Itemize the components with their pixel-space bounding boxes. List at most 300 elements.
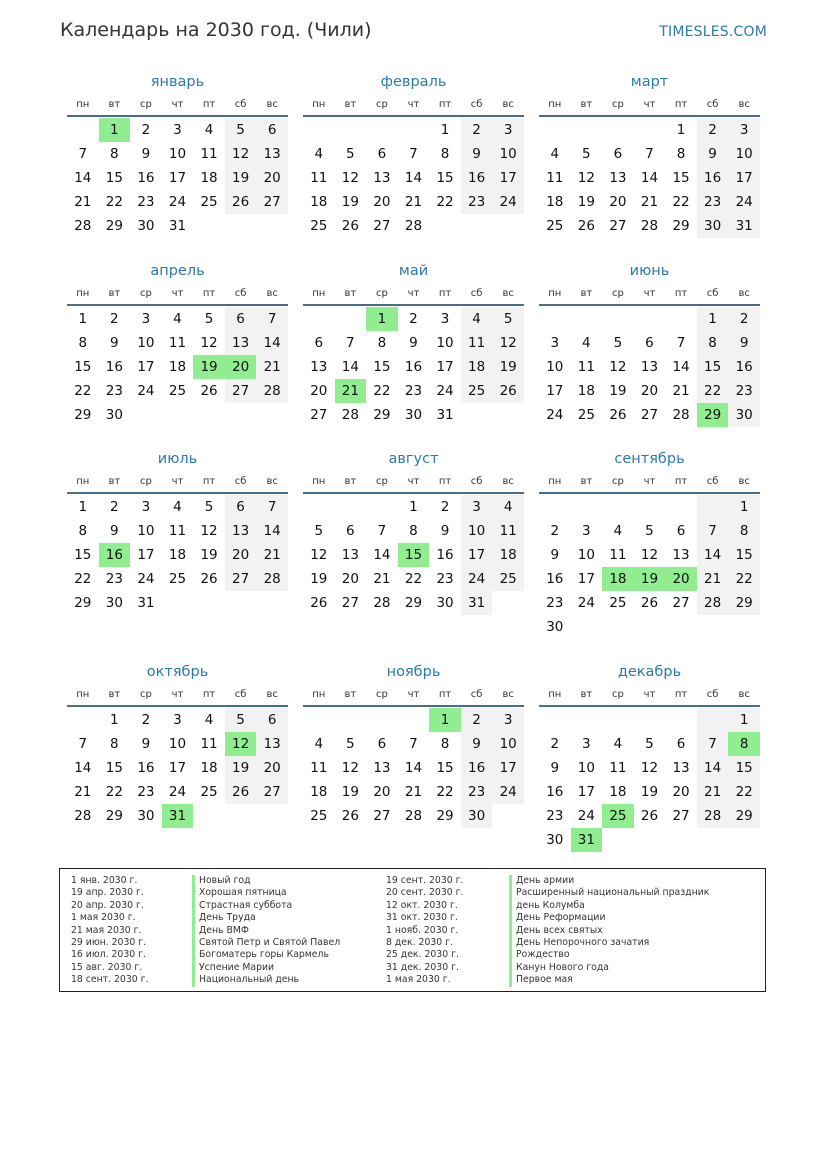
empty-cell [398,118,430,142]
holiday-date: 1 мая 2030 г. [386,974,451,986]
day-cell: 1 [440,122,450,138]
day-cell: 4 [173,311,182,327]
month-6 [539,260,760,427]
holiday-day: 31 [571,828,603,852]
day-cell: 25 [168,571,187,587]
day-cell: 9 [110,523,119,539]
day-cell: 12 [577,170,595,186]
day-cell: 28 [697,804,729,828]
day-cell: 6 [377,736,387,752]
day-cell: 22 [436,784,454,800]
day-cell: 25 [492,567,524,591]
day-cell: 17 [168,170,187,186]
day-cell: 16 [105,359,123,375]
day-cell: 19 [225,166,257,190]
day-cell: 21 [74,784,92,800]
day-cell: 12 [341,760,359,776]
day-cell: 5 [346,146,355,162]
day-cell: 6 [314,335,324,351]
day-cell: 5 [613,335,623,351]
empty-cell [366,708,398,732]
day-cell: 31 [168,218,187,234]
day-cell: 4 [492,495,524,519]
day-cell: 3 [461,495,493,519]
day-cell: 8 [409,523,418,539]
day-cell: 17 [137,547,155,563]
day-cell: 24 [461,567,493,591]
day-cell: 1 [728,495,760,519]
day-cell: 29 [404,595,423,611]
day-cell: 8 [78,523,88,539]
page-title: Календарь на 2030 год. (Чили) [60,19,372,41]
day-cell: 12 [609,359,627,375]
holiday-date: 15 авг. 2030 г. [71,961,143,973]
day-cell: 3 [492,118,524,142]
holiday-date: 20 апр. 2030 г. [71,899,144,911]
day-cell: 27 [256,780,288,804]
month-name: август [388,451,439,467]
day-cell: 9 [409,335,418,351]
day-cell: 28 [404,218,423,234]
day-cell: 19 [609,383,627,399]
day-cell: 30 [546,832,564,848]
day-cell: 24 [546,407,564,423]
holiday-day: 1 [429,708,461,732]
weekday-label: вт [108,476,121,487]
weekday-label: пн [312,476,326,487]
day-cell: 8 [440,736,450,752]
weekday-header [303,282,524,306]
day-cell: 20 [609,194,627,210]
day-cell: 9 [697,142,729,166]
empty-cell [539,118,571,142]
day-cell: 24 [137,571,155,587]
day-cell: 13 [225,519,257,543]
day-cell: 18 [310,784,328,800]
day-cell: 16 [546,571,564,587]
day-cell: 8 [728,519,760,543]
day-grid [303,495,524,615]
day-cell: 1 [676,122,686,138]
day-cell: 24 [728,190,760,214]
weekday-label: пт [674,99,688,110]
day-cell: 22 [74,571,92,587]
day-cell: 27 [640,407,659,423]
day-cell: 6 [256,118,288,142]
day-cell: 12 [200,523,218,539]
month-name: февраль [380,74,447,90]
day-cell: 19 [577,194,595,210]
day-cell: 16 [461,166,493,190]
month-name: апрель [150,263,205,279]
empty-cell [634,118,666,142]
empty-cell [634,495,666,519]
day-cell: 25 [200,784,218,800]
day-grid [67,708,288,828]
day-cell: 31 [137,595,155,611]
day-cell: 13 [310,359,328,375]
day-cell: 30 [105,407,123,423]
day-cell: 14 [404,170,423,186]
weekday-header [67,470,288,494]
holiday-name: Хорошая пятница [192,887,340,899]
day-cell: 21 [640,194,659,210]
day-cell: 4 [550,146,560,162]
empty-cell [303,118,335,142]
day-grid [67,118,288,238]
empty-cell [539,495,571,519]
day-cell: 7 [346,335,355,351]
day-cell: 18 [577,383,595,399]
day-cell: 29 [74,407,92,423]
day-cell: 3 [440,311,450,327]
day-cell: 18 [310,194,328,210]
day-cell: 9 [728,331,760,355]
day-cell: 22 [697,379,729,403]
day-grid [303,118,524,238]
empty-cell [398,708,430,732]
day-cell: 23 [546,808,564,824]
day-cell: 1 [697,307,729,331]
month-name: ноябрь [386,664,441,680]
day-cell: 20 [373,784,391,800]
holiday-name: Расширенный национальный праздник [509,887,709,899]
weekday-label: вт [344,99,357,110]
weekday-label: пт [674,476,688,487]
holiday-date: 18 сент. 2030 г. [71,974,149,986]
empty-cell [602,708,634,732]
empty-cell [571,708,603,732]
day-cell: 30 [546,619,564,635]
day-cell: 26 [225,780,257,804]
day-cell: 20 [256,166,288,190]
weekday-label: вс [502,288,514,299]
weekday-label: пн [548,689,562,700]
month-5 [303,260,524,427]
day-cell: 15 [697,355,729,379]
weekday-header [539,470,760,494]
holiday-day: 19 [193,355,225,379]
weekday-label: ср [139,99,152,110]
day-cell: 12 [492,331,524,355]
weekday-label: пт [202,288,216,299]
day-cell: 11 [200,736,218,752]
day-cell: 28 [341,407,359,423]
day-cell: 1 [728,708,760,732]
weekday-label: ср [611,288,624,299]
day-cell: 19 [310,571,328,587]
day-cell: 4 [204,122,214,138]
day-cell: 17 [577,784,595,800]
day-cell: 15 [105,170,123,186]
day-cell: 19 [341,194,359,210]
day-cell: 24 [436,383,454,399]
day-cell: 13 [609,170,627,186]
weekday-label: чт [407,288,420,299]
day-cell: 6 [377,146,387,162]
day-cell: 24 [168,784,187,800]
holiday-day: 25 [602,804,634,828]
day-cell: 18 [200,760,218,776]
empty-cell [366,495,398,519]
day-cell: 18 [461,355,493,379]
weekday-label: пн [548,476,562,487]
day-cell: 5 [645,736,654,752]
day-cell: 13 [373,760,391,776]
day-cell: 30 [137,218,155,234]
day-cell: 4 [582,335,591,351]
empty-cell [602,307,634,331]
day-cell: 16 [728,355,760,379]
day-cell: 8 [697,331,729,355]
day-cell: 29 [105,808,123,824]
weekday-label: ср [611,476,624,487]
day-cell: 31 [461,591,493,615]
day-cell: 15 [105,760,123,776]
holiday-date: 1 мая 2030 г. [71,912,136,924]
day-cell: 12 [640,547,659,563]
weekday-label: пт [438,288,452,299]
weekday-label: пн [548,288,562,299]
day-cell: 21 [373,571,391,587]
weekday-label: чт [407,689,420,700]
day-cell: 6 [676,736,686,752]
holiday-day: 20 [665,567,697,591]
weekday-label: сб [470,288,483,299]
weekday-label: ср [375,99,388,110]
weekday-label: пн [76,288,90,299]
day-cell: 30 [728,403,760,427]
holiday-date: 8 дек. 2030 г. [386,936,453,948]
day-cell: 27 [609,218,627,234]
day-cell: 29 [728,804,760,828]
empty-cell [571,307,603,331]
weekday-label: сб [706,99,719,110]
empty-cell [335,495,367,519]
day-cell: 12 [341,170,359,186]
weekday-header [539,282,760,306]
day-cell: 16 [137,760,155,776]
day-cell: 13 [256,142,288,166]
day-cell: 29 [373,407,391,423]
weekday-label: ср [375,288,388,299]
day-cell: 28 [697,591,729,615]
holiday-date: 19 сент. 2030 г. [386,875,464,886]
holiday-dates-col-1 [71,875,148,987]
day-cell: 11 [168,335,187,351]
day-cell: 23 [404,383,423,399]
day-cell: 2 [550,523,560,539]
weekday-label: пт [438,99,452,110]
empty-cell [697,708,729,732]
weekday-header [303,93,524,117]
holiday-date: 31 дек. 2030 г. [386,961,459,973]
day-cell: 28 [74,218,92,234]
day-cell: 10 [577,760,595,776]
day-cell: 9 [141,146,151,162]
day-cell: 12 [200,335,218,351]
day-cell: 7 [409,146,418,162]
day-cell: 12 [225,142,257,166]
day-cell: 14 [672,359,690,375]
day-cell: 25 [168,383,187,399]
weekday-label: чт [171,689,184,700]
day-cell: 15 [373,359,391,375]
day-cell: 26 [492,379,524,403]
weekday-label: вт [344,476,357,487]
holiday-name: День всех святых [509,925,709,937]
day-cell: 17 [436,359,454,375]
weekday-label: вс [266,99,278,110]
empty-cell [665,708,697,732]
day-grid [303,708,524,828]
day-cell: 4 [461,307,493,331]
day-cell: 15 [436,170,454,186]
day-cell: 2 [110,499,119,515]
day-cell: 10 [461,519,493,543]
day-cell: 5 [346,736,355,752]
holiday-day: 12 [225,732,257,756]
day-cell: 1 [78,311,88,327]
weekday-label: пн [312,689,326,700]
weekday-label: чт [407,99,420,110]
weekday-header [303,683,524,707]
empty-cell [335,307,367,331]
day-cell: 31 [728,214,760,238]
empty-cell [303,495,335,519]
weekday-label: сб [470,689,483,700]
weekday-label: вт [108,689,121,700]
day-cell: 8 [78,335,88,351]
empty-cell [602,118,634,142]
day-cell: 31 [436,407,454,423]
day-cell: 18 [200,170,218,186]
weekday-label: пн [76,476,90,487]
day-cell: 4 [204,712,214,728]
month-name: март [630,74,669,90]
month-1 [67,71,288,238]
weekday-label: вс [738,689,750,700]
weekday-label: пт [674,288,688,299]
day-cell: 7 [78,736,88,752]
day-cell: 10 [728,142,760,166]
day-cell: 3 [550,335,560,351]
weekday-label: ср [611,689,624,700]
empty-cell [335,708,367,732]
holiday-date: 1 янв. 2030 г. [71,875,138,886]
day-cell: 13 [672,547,690,563]
holiday-date: 21 мая 2030 г. [71,924,142,936]
day-cell: 11 [310,170,328,186]
month-name: май [398,263,429,279]
weekday-label: вс [502,476,514,487]
day-cell: 23 [461,190,493,214]
day-cell: 27 [373,808,391,824]
day-cell: 22 [74,383,92,399]
day-cell: 9 [110,335,119,351]
holiday-day: 29 [697,403,729,427]
day-cell: 14 [697,543,729,567]
day-cell: 14 [256,331,288,355]
day-cell: 8 [110,146,119,162]
weekday-label: сб [706,288,719,299]
weekday-label: чт [643,99,656,110]
day-cell: 17 [461,543,493,567]
day-cell: 21 [697,567,729,591]
day-cell: 12 [640,760,659,776]
day-cell: 21 [256,543,288,567]
weekday-label: пн [76,689,90,700]
empty-cell [634,708,666,732]
day-cell: 16 [697,166,729,190]
day-cell: 14 [74,170,92,186]
day-cell: 19 [640,784,659,800]
day-cell: 2 [550,736,560,752]
holiday-day: 18 [602,567,634,591]
holiday-name: Национальный день [192,974,340,986]
month-name: сентябрь [614,451,685,467]
month-9 [539,448,760,639]
day-cell: 7 [377,523,387,539]
weekday-label: пт [438,689,452,700]
day-cell: 29 [728,591,760,615]
day-cell: 16 [461,756,493,780]
day-cell: 14 [404,760,423,776]
holiday-date: 31 окт. 2030 г. [386,912,458,924]
empty-cell [571,495,603,519]
weekday-label: вс [738,476,750,487]
site-logo[interactable]: TIMESLES.COM [659,24,767,40]
day-cell: 1 [78,499,88,515]
day-cell: 26 [609,407,627,423]
weekday-label: вт [108,288,121,299]
day-cell: 2 [110,311,119,327]
holiday-day: 15 [398,543,430,567]
weekday-header [539,93,760,117]
day-cell: 27 [225,379,257,403]
day-cell: 24 [577,808,595,824]
day-cell: 18 [168,359,187,375]
day-cell: 20 [225,543,257,567]
day-cell: 14 [341,359,359,375]
day-cell: 22 [672,194,690,210]
day-cell: 8 [110,736,119,752]
day-cell: 11 [546,170,564,186]
day-cell: 7 [256,307,288,331]
day-cell: 17 [728,166,760,190]
empty-cell [634,307,666,331]
holiday-date: 16 июл. 2030 г. [71,949,146,961]
day-cell: 5 [645,523,654,539]
weekday-label: ср [375,689,388,700]
day-cell: 29 [436,808,454,824]
day-cell: 1 [110,712,119,728]
day-cell: 7 [697,732,729,756]
day-cell: 11 [168,523,187,539]
day-cell: 19 [492,355,524,379]
holiday-name: День ВМФ [192,925,340,937]
day-cell: 10 [577,547,595,563]
holiday-names-col-1 [192,875,340,987]
day-cell: 11 [577,359,595,375]
weekday-label: сб [234,689,247,700]
weekday-header [67,282,288,306]
day-cell: 5 [204,499,214,515]
day-cell: 19 [225,756,257,780]
day-cell: 4 [314,736,324,752]
weekday-label: пн [312,99,326,110]
day-cell: 10 [492,142,524,166]
